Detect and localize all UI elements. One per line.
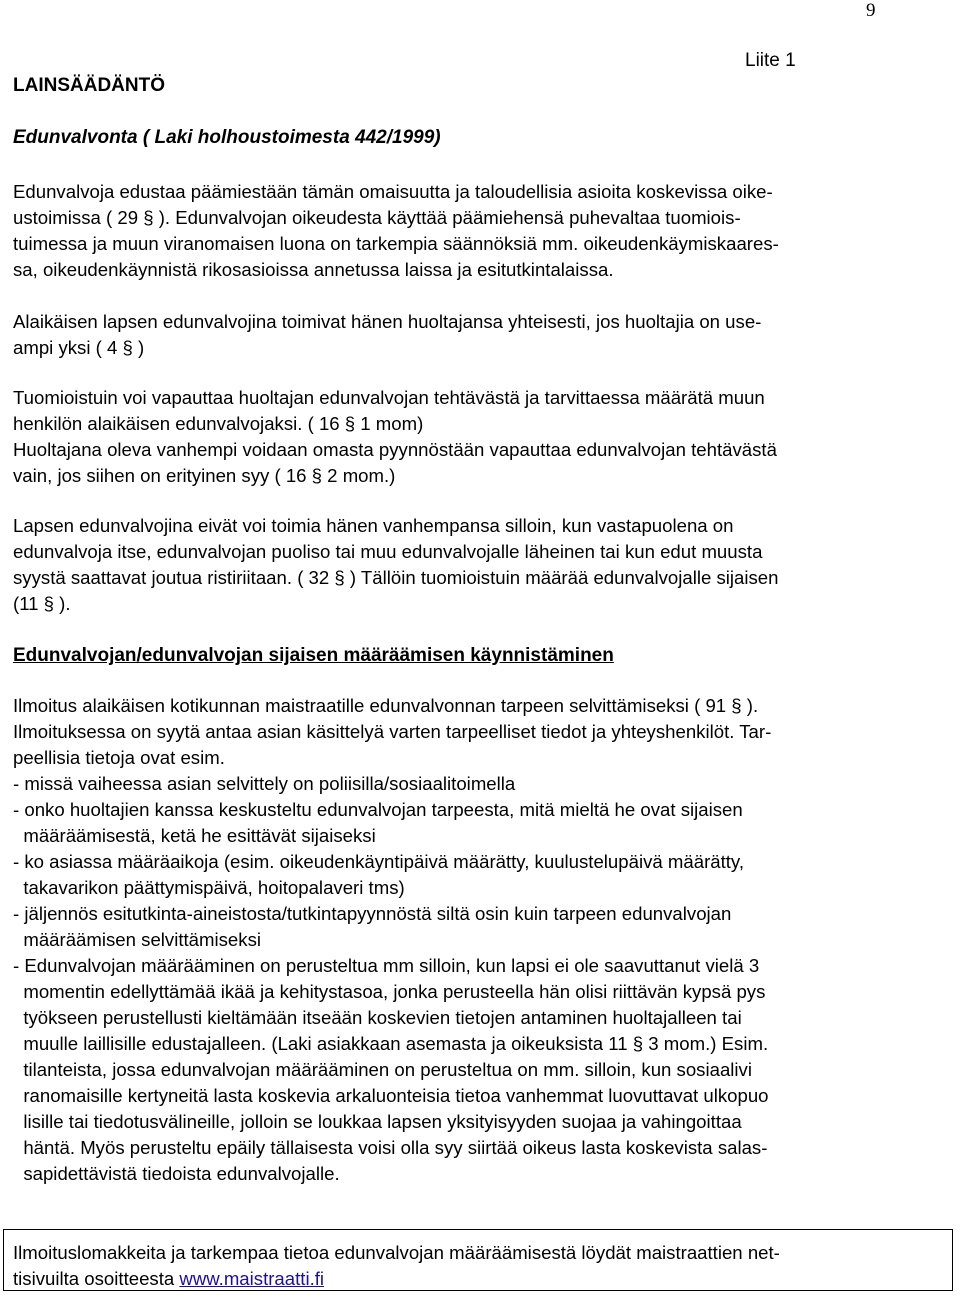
text-line: - ko asiassa määräaikoja (esim. oikeudenkäyntipäivä määrätty, kuulustelupäivä määrätty,: [13, 851, 745, 872]
text-line: (11 § ).: [13, 593, 71, 614]
text-line: Alaikäisen lapsen edunvalvojina toimivat hänen huoltajansa yhteisesti, jos huoltajia on use-: [13, 311, 762, 332]
text-line: määräämisestä, ketä he esittävät sijaiseksi: [13, 825, 376, 846]
info-box-line: [13, 1266, 780, 1292]
text-line: tilanteista, jossa edunvalvojan määrääminen on perusteltua on mm. silloin, kun sosiaalivi: [13, 1059, 752, 1080]
info-box-text: tisivuilta osoitteesta: [13, 1268, 180, 1289]
text-line: ustoimissa ( 29 § ). Edunvalvojan oikeudesta käyttää päämiehensä puhevaltaa tuomiois-: [13, 207, 741, 228]
info-box-line: Ilmoituslomakkeita ja tarkempaa tietoa edunvalvojan määräämisestä löydät maistraattien net-: [13, 1242, 780, 1263]
text-line: - jäljennös esitutkinta-aineistosta/tutkintapyynnöstä siltä osin kuin tarpeen edunvalvojan: [13, 903, 732, 924]
paragraph-3: [13, 385, 777, 489]
appendix-label: Liite 1: [745, 50, 796, 71]
text-line: henkilön alaikäisen edunvalvojaksi. ( 16 § 1 mom): [13, 413, 424, 434]
paragraph-4: [13, 513, 779, 617]
text-line: momentin edellyttämää ikää ja kehitystasoa, jonka perusteella hän olisi riittävän kypsä pys: [13, 981, 766, 1002]
text-line: - onko huoltajien kanssa keskusteltu edunvalvojan tarpeesta, mitä mieltä he ovat sijaisen: [13, 799, 743, 820]
text-line: muulle laillisille edustajalleen. (Laki asiakkaan asemasta ja oikeuksista 11 § 3 mom.) Esim.: [13, 1033, 769, 1054]
text-line: Lapsen edunvalvojina eivät voi toimia hänen vanhempansa silloin, kun vastapuolena on: [13, 515, 734, 536]
text-line: sa, oikeudenkäynnistä rikosasioissa annetussa laissa ja esitutkintalaissa.: [13, 259, 614, 280]
text-line: vain, jos siihen on erityinen syy ( 16 § 2 mom.): [13, 465, 396, 486]
text-line: tuimessa ja muun viranomaisen luona on tarkempia säännöksiä mm. oikeudenkäymiskaares-: [13, 233, 779, 254]
text-line: ranomaisille kertyneitä lasta koskevia arkaluonteisia tietoa vanhemmat luovuttavat ulkopuo: [13, 1085, 769, 1106]
list-item: [13, 901, 769, 953]
text-line: syystä saattavat joutua ristiriitaan. ( 32 § ) Tällöin tuomioistuin määrää edunvalvojalle sijaisen: [13, 567, 779, 588]
text-line: ampi yksi ( 4 § ): [13, 337, 145, 358]
text-line: Huoltajana oleva vanhempi voidaan omasta pyynnöstään vapauttaa edunvalvojan tehtävästä: [13, 439, 777, 460]
maistraatti-link[interactable]: www.maistraatti.fi: [179, 1268, 325, 1289]
paragraph-5: [13, 693, 771, 771]
paragraph-1: [13, 179, 779, 283]
text-line: peellisia tietoja ovat esim.: [13, 747, 225, 768]
text-line: Edunvalvoja edustaa päämiestään tämän omaisuutta ja taloudellisia asioita koskevissa oike-: [13, 181, 773, 202]
page-number: 9: [866, 0, 876, 21]
text-line: Ilmoitus alaikäisen kotikunnan maistraatille edunvalvonnan tarpeen selvittämiseksi ( 91 § ).: [13, 695, 759, 716]
list-item: [13, 797, 769, 849]
text-line: määräämisen selvittämiseksi: [13, 929, 261, 950]
info-box: [3, 1229, 953, 1291]
paragraph-2: [13, 309, 761, 361]
page-heading: LAINSÄÄDÄNTÖ: [13, 75, 165, 96]
text-line: takavarikon päättymispäivä, hoitopalaveri tms): [13, 877, 405, 898]
list-item: [13, 953, 769, 1187]
text-line: Tuomioistuin voi vapauttaa huoltajan edunvalvojan tehtävästä ja tarvittaessa määrätä muun: [13, 387, 765, 408]
text-line: Ilmoituksessa on syytä antaa asian käsittelyä varten tarpeelliset tiedot ja yhteyshenkilöt. Tar-: [13, 721, 772, 742]
list-item: [13, 771, 769, 797]
section-subheading: Edunvalvonta ( Laki holhoustoimesta 442/1999): [13, 127, 441, 148]
text-line: - missä vaiheessa asian selvittely on poliisilla/sosiaalitoimella: [13, 773, 516, 794]
text-line: häntä. Myös perusteltu epäily tällaisesta voisi olla syy siirtää oikeus lasta koskevista salas-: [13, 1137, 768, 1158]
list-item: [13, 849, 769, 901]
section-heading: Edunvalvojan/edunvalvojan sijaisen määräämisen käynnistäminen: [13, 645, 614, 666]
bullet-list: [13, 771, 769, 1187]
text-line: työkseen perustellusti kieltämään itseään koskevien tietojen antaminen huoltajalleen tai: [13, 1007, 742, 1028]
text-line: edunvalvoja itse, edunvalvojan puoliso tai muu edunvalvojalle läheinen tai kun edut muusta: [13, 541, 763, 562]
text-line: lisille tai tiedotusvälineille, jolloin se loukkaa lapsen yksityisyyden suojaa ja vahingoittaa: [13, 1111, 742, 1132]
text-line: - Edunvalvojan määrääminen on perusteltua mm silloin, kun lapsi ei ole saavuttanut vielä 3: [13, 955, 760, 976]
text-line: sapidettävistä tiedoista edunvalvojalle.: [13, 1163, 340, 1184]
